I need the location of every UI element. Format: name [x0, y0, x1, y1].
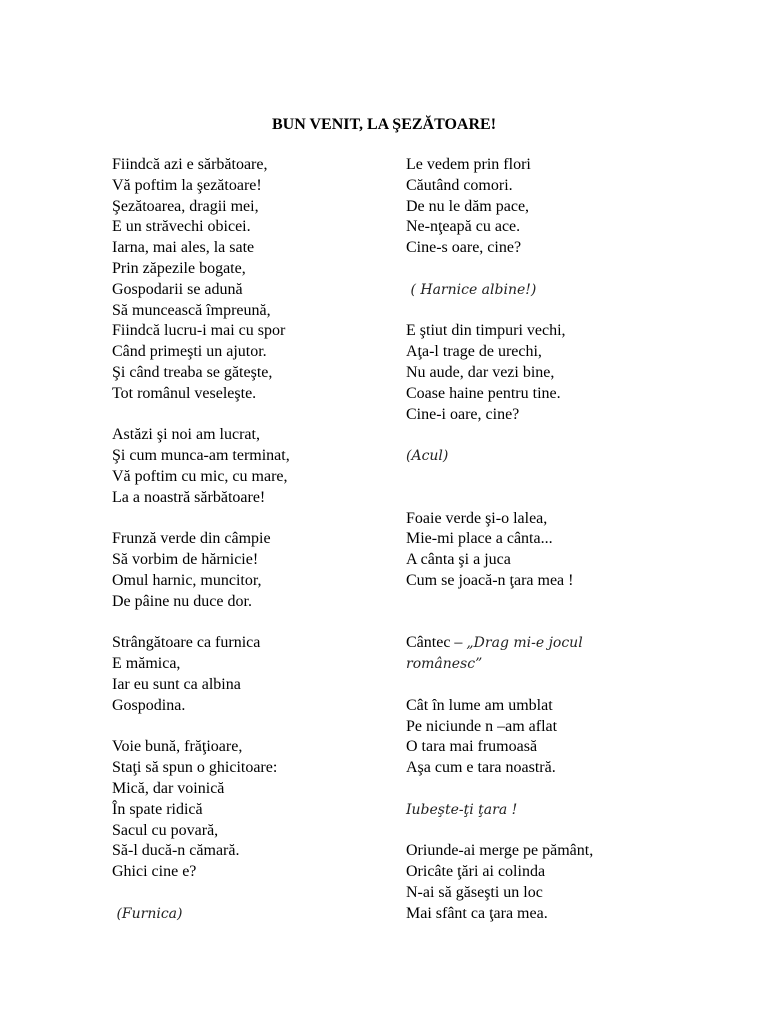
stanza-gap — [112, 509, 382, 530]
verse-line: Şi cum munca-am terminat, — [112, 447, 290, 465]
verse-line: Frunză verde din câmpie — [112, 530, 271, 548]
stanza-gap — [406, 425, 656, 446]
stanza-country — [406, 696, 656, 779]
verse-line: De pâine nu duce dor. — [112, 592, 252, 610]
verse-line: Staţi să spun o ghicitoare: — [112, 759, 278, 777]
verse-line: Cum se joacă-n ţara mea ! — [406, 571, 574, 589]
stanza-ant-bee — [112, 633, 382, 716]
riddle-answer: (Acul) — [406, 448, 449, 465]
stanza-gap — [406, 779, 656, 800]
riddle-needle — [406, 321, 656, 425]
verse-line: Mică, dar voinică — [112, 779, 225, 797]
stanza-work-done — [112, 425, 382, 508]
stanza-gap — [406, 488, 656, 509]
verse-line: Oriunde-ai merge pe pământ, — [406, 842, 594, 860]
verse-line: Iar eu sunt ca albina — [112, 675, 241, 693]
verse-line: O tara mai frumoasă — [406, 738, 538, 756]
stanza-gap — [406, 301, 656, 322]
verse-line: Oricâte ţări ai colinda — [406, 863, 546, 881]
verse-line: E ştiut din timpuri vechi, — [406, 322, 566, 340]
stanza-homeland — [406, 841, 656, 924]
verse-line: Strângătoare ca furnica — [112, 634, 261, 652]
verse-line: Astăzi şi noi am lucrat, — [112, 426, 260, 444]
verse-line: În spate ridică — [112, 800, 203, 818]
verse-line: Le vedem prin flori — [406, 156, 531, 173]
riddle-answer: ( Harnice albine!) — [406, 281, 537, 298]
verse-line: Cine-s oare, cine? — [406, 239, 522, 257]
stanza-gap — [112, 883, 382, 904]
verse-line: Cine-i oare, cine? — [406, 405, 520, 423]
verse-line: Aţa-l trage de urechi, — [406, 343, 542, 361]
verse-line: Să vorbim de hărnicie! — [112, 551, 259, 569]
stanza-gap — [406, 821, 656, 842]
riddle-answer: (Furnica) — [112, 905, 183, 922]
stanza-riddle-ant — [112, 737, 382, 883]
verse-line: De nu le dăm pace, — [406, 197, 530, 215]
verse-line: Să-l ducă-n cămară. — [112, 842, 240, 860]
verse-line: N-ai să găseşti un loc — [406, 883, 543, 901]
verse-line: Vă poftim la şezătoare! — [112, 176, 262, 194]
verse-line: Mai sfânt ca ţara mea. — [406, 904, 548, 922]
verse-line: Coase haine pentru tine. — [406, 384, 561, 402]
verse-line: E mămica, — [112, 655, 181, 673]
song-title: „Drag mi-e jocul românesc” — [406, 635, 583, 673]
stanza-gap — [406, 592, 656, 613]
stanza-gap — [406, 613, 656, 634]
verse-line: Cât în lume am umblat — [406, 696, 553, 714]
verse-line: Să muncească împreună, — [112, 301, 271, 319]
verse-line: Nu aude, dar vezi bine, — [406, 363, 555, 381]
verse-line: Căutând comori. — [406, 176, 513, 194]
verse-line: Când primeşti un ajutor. — [112, 343, 267, 361]
verse-line: Fiindcă azi e sărbătoare, — [112, 156, 268, 173]
verse-line: Mie-mi place a cânta... — [406, 530, 553, 548]
verse-line: Foaie verde şi-o lalea, — [406, 509, 548, 527]
verse-line: Ghici cine e? — [112, 863, 197, 881]
stanza-gap — [112, 717, 382, 738]
verse-line: Vă poftim cu mic, cu mare, — [112, 467, 288, 485]
stanza-invitation — [112, 155, 382, 405]
song-prefix: Cântec – — [406, 634, 467, 652]
stanza-song — [406, 509, 656, 592]
verse-line: Voie bună, frăţioare, — [112, 738, 243, 756]
verse-line: Prin zăpezile bogate, — [112, 259, 246, 277]
stanza-gap — [406, 467, 656, 488]
motto: Iubeşte-ţi ţara ! — [406, 801, 518, 818]
verse-line: Iarna, mai ales, la sate — [112, 239, 255, 257]
verse-line: Tot românul veseleşte. — [112, 384, 257, 402]
verse-line: E un străvechi obicei. — [112, 218, 251, 236]
verse-line: Şezătoarea, dragii mei, — [112, 197, 259, 215]
verse-line: Fiindcă lucru-i mai cu spor — [112, 322, 286, 340]
right-column — [406, 155, 656, 924]
verse-line: A cânta şi a juca — [406, 551, 511, 569]
stanza-diligence — [112, 529, 382, 612]
verse-line: Şi când treaba se găteşte, — [112, 363, 273, 381]
verse-line: Ne-nţeapă cu ace. — [406, 218, 521, 236]
stanza-gap — [112, 405, 382, 426]
verse-line: Gospodarii se adună — [112, 280, 243, 298]
riddle-bees — [406, 155, 656, 259]
verse-line: Gospodina. — [112, 696, 186, 714]
song-heading — [406, 633, 636, 675]
verse-line: Sacul cu povară, — [112, 821, 219, 839]
verse-line: Aşa cum e tara noastră. — [406, 759, 556, 777]
verse-line: Omul harnic, muncitor, — [112, 571, 262, 589]
page-title: BUN VENIT, LA ŞEZĂTOARE! — [271, 116, 497, 133]
verse-line: Pe niciunde n –am aflat — [406, 717, 558, 735]
stanza-gap — [112, 613, 382, 634]
left-column — [112, 155, 382, 924]
verse-line: La a noastră sărbătoare! — [112, 488, 266, 506]
stanza-gap — [406, 675, 656, 696]
stanza-gap — [406, 259, 656, 280]
